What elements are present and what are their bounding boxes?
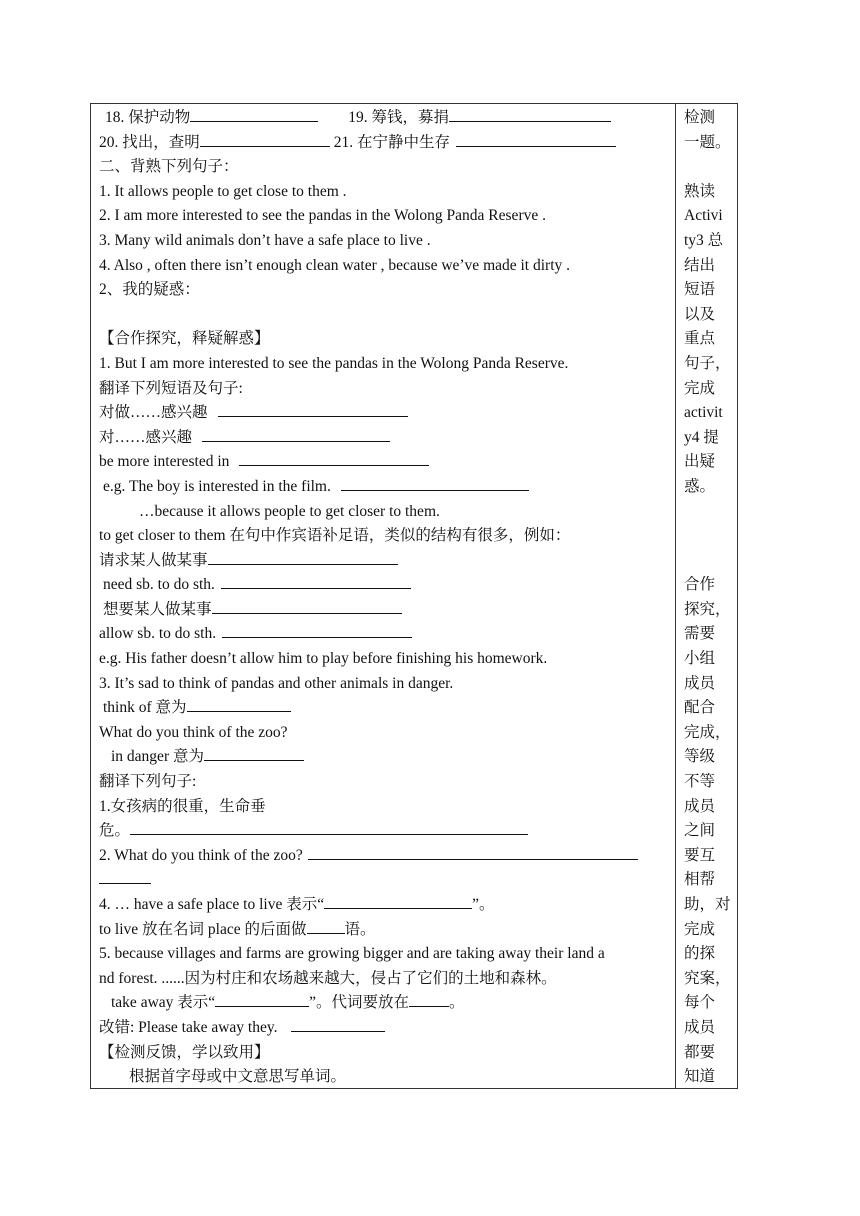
note-line: 出疑 — [684, 453, 716, 471]
answer-blank — [307, 918, 345, 934]
note-line: 一题。 — [684, 133, 731, 151]
question-line: What do you think of the zoo? — [99, 723, 288, 741]
note-line: 等级 — [684, 748, 716, 766]
meaning-text: in danger 意为 — [111, 748, 204, 766]
answer-blank — [212, 598, 402, 614]
notes-column — [676, 104, 737, 1088]
translate-item-2-cont — [99, 868, 675, 893]
pattern-line-1 — [99, 549, 675, 574]
note-line: 以及 — [684, 305, 716, 323]
point-text-end: ”。 — [472, 896, 495, 913]
note-line — [684, 549, 737, 574]
structure-note: to get closer to them 在句中作宾语补足语，类似的结构有很多，例如： — [99, 527, 571, 545]
pattern-text: 请求某人做某事 — [99, 551, 208, 569]
note-text-end: 语。 — [344, 920, 376, 938]
note-line: 短语 — [684, 281, 716, 299]
note-line: 需要 — [684, 625, 716, 643]
correction-line — [99, 1016, 675, 1041]
note-line: Activi — [684, 207, 723, 225]
note-line: y4 提 — [684, 428, 719, 446]
point-4 — [99, 893, 675, 918]
translate-text: 2. What do you think of the zoo? — [99, 846, 303, 864]
note-line: 小组 — [684, 650, 716, 668]
item-21-label: 21. 在宁静中生存 — [333, 133, 451, 151]
note-line: 助，对 — [684, 896, 731, 913]
sentence-4: 4. Also , often there isn’t enough clean water , because we’ve made it dirty . — [99, 256, 571, 274]
translate-item-2 — [99, 844, 675, 869]
line-18-19 — [99, 106, 675, 131]
note-line: 知道 — [684, 1068, 716, 1086]
sentence-3: 3. Many wild animals don’t have a safe place to live . — [99, 231, 431, 249]
note-line: 合作 — [684, 576, 716, 594]
note-line: 的探 — [684, 945, 716, 963]
answer-blank — [218, 401, 408, 417]
note-text: take away 表示“ — [111, 994, 216, 1012]
note-line: 重点 — [684, 330, 716, 348]
note-line: 惑。 — [684, 477, 716, 495]
phrase-text: 对做……感兴趣 — [99, 404, 208, 422]
note-line: 结出 — [684, 256, 716, 274]
sentence-2: 2. I am more interested to see the pandas in the Wolong Panda Reserve . — [99, 207, 546, 225]
note-line: 都要 — [684, 1043, 716, 1061]
my-questions-heading: 2、我的疑惑： — [99, 281, 200, 299]
answer-blank — [409, 991, 449, 1007]
phrase-line-1 — [99, 401, 675, 426]
answer-blank — [202, 426, 390, 442]
note-line: 完成， — [684, 723, 731, 741]
line-20-21 — [99, 131, 675, 156]
item-18-blank — [190, 106, 318, 122]
worksheet-table — [90, 103, 738, 1089]
example-line-1 — [99, 475, 675, 500]
item-21-blank — [456, 131, 616, 147]
main-column — [91, 104, 676, 1088]
pattern-text: 想要某人做某事 — [103, 600, 212, 618]
item-19-label: 19. 筹钱，募捐 — [348, 109, 450, 126]
section-heading-sentences: 二、背熟下列句子： — [99, 158, 239, 176]
section-heading-feedback: 【检测反馈，学以致用】 — [99, 1043, 270, 1061]
pattern-line-2 — [99, 573, 675, 598]
note-line: 要互 — [684, 846, 716, 864]
pattern-line-3 — [99, 598, 675, 623]
point-5-cont: nd forest. ......因为村庄和农场越来越大，侵占了它们的土地和森林。 — [99, 969, 557, 987]
note-line: 完成 — [684, 379, 716, 397]
phrase-line-3 — [99, 450, 675, 475]
answer-blank — [221, 573, 411, 589]
note-line: 每个 — [684, 994, 716, 1012]
note-line — [684, 524, 737, 549]
note-text: to live 放在名词 place 的后面做 — [99, 920, 307, 938]
answer-blank — [215, 991, 309, 1007]
answer-blank — [324, 893, 472, 909]
answer-blank — [222, 622, 412, 638]
note-line: 熟读 — [684, 182, 716, 200]
note-line — [684, 155, 737, 180]
item-20-label: 20. 找出，查明 — [99, 133, 200, 151]
point-1: 1. But I am more interested to see the pandas in the Wolong Panda Reserve. — [99, 354, 569, 372]
answer-blank — [308, 844, 638, 860]
note-line: 之间 — [684, 822, 716, 840]
point-5: 5. because villages and farms are growing bigger and are taking away their land a — [99, 945, 605, 963]
note-line: 究案， — [684, 969, 731, 987]
item-20-blank — [200, 131, 330, 147]
note-line: ty3 总 — [684, 231, 724, 249]
example-text: e.g. The boy is interested in the film. — [103, 477, 331, 495]
answer-blank — [130, 819, 528, 835]
point-2: …because it allows people to get closer to them. — [139, 502, 440, 520]
sentence-1: 1. It allows people to get close to them . — [99, 182, 347, 200]
note-text-end: 。 — [449, 994, 465, 1012]
note-line: 相帮 — [684, 871, 716, 889]
answer-blank — [239, 450, 429, 466]
answer-blank — [291, 1016, 385, 1032]
meaning-line-2 — [99, 745, 675, 770]
note-text-mid: ”。代词要放在 — [309, 994, 410, 1012]
note-line: 完成 — [684, 920, 716, 938]
pattern-text: need sb. to do sth. — [103, 576, 215, 594]
translate-item-1-cont — [99, 819, 675, 844]
example-line-2: e.g. His father doesn’t allow him to play before finishing his homework. — [99, 650, 548, 668]
translate-item-1: 1.女孩病的很重，生命垂 — [99, 797, 266, 815]
take-away-line — [99, 991, 675, 1016]
answer-blank — [341, 475, 529, 491]
note-line: 配合 — [684, 699, 716, 717]
translate-sentences-heading: 翻译下列句子: — [99, 773, 197, 791]
feedback-instruction: 根据首字母或中文意思写单词。 — [129, 1068, 347, 1086]
item-18-label: 18. 保护动物 — [105, 109, 191, 126]
note-line: 成员 — [684, 797, 716, 815]
note-line: activit — [684, 404, 723, 422]
phrase-text: 对……感兴趣 — [99, 428, 193, 446]
point-3: 3. It’s sad to think of pandas and other animals in danger. — [99, 674, 454, 692]
pattern-text: allow sb. to do sth. — [99, 625, 217, 643]
phrase-text: be more interested in — [99, 453, 230, 471]
answer-blank — [204, 745, 304, 761]
note-line: 不等 — [684, 773, 716, 791]
point-4-note — [99, 918, 675, 943]
phrase-line-2 — [99, 426, 675, 451]
point-text: 4. … have a safe place to live 表示“ — [99, 896, 325, 913]
answer-blank — [99, 868, 151, 884]
item-19-blank — [449, 106, 611, 122]
note-line: 句子， — [684, 354, 731, 372]
answer-blank — [187, 696, 291, 712]
translate-text: 危。 — [99, 822, 131, 840]
meaning-text: think of 意为 — [103, 699, 187, 717]
meaning-line-1 — [99, 696, 675, 721]
correction-text: 改错: Please take away they. — [99, 1018, 278, 1036]
note-line — [684, 500, 737, 525]
pattern-line-4 — [99, 622, 675, 647]
note-line: 探究， — [684, 600, 731, 618]
note-line: 成员 — [684, 674, 716, 692]
section-heading-cooperate: 【合作探究，释疑解惑】 — [99, 330, 270, 348]
translate-instruction: 翻译下列短语及句子: — [99, 379, 243, 397]
note-line: 成员 — [684, 1018, 716, 1036]
answer-blank — [208, 549, 398, 565]
note-line: 检测 — [684, 109, 716, 126]
